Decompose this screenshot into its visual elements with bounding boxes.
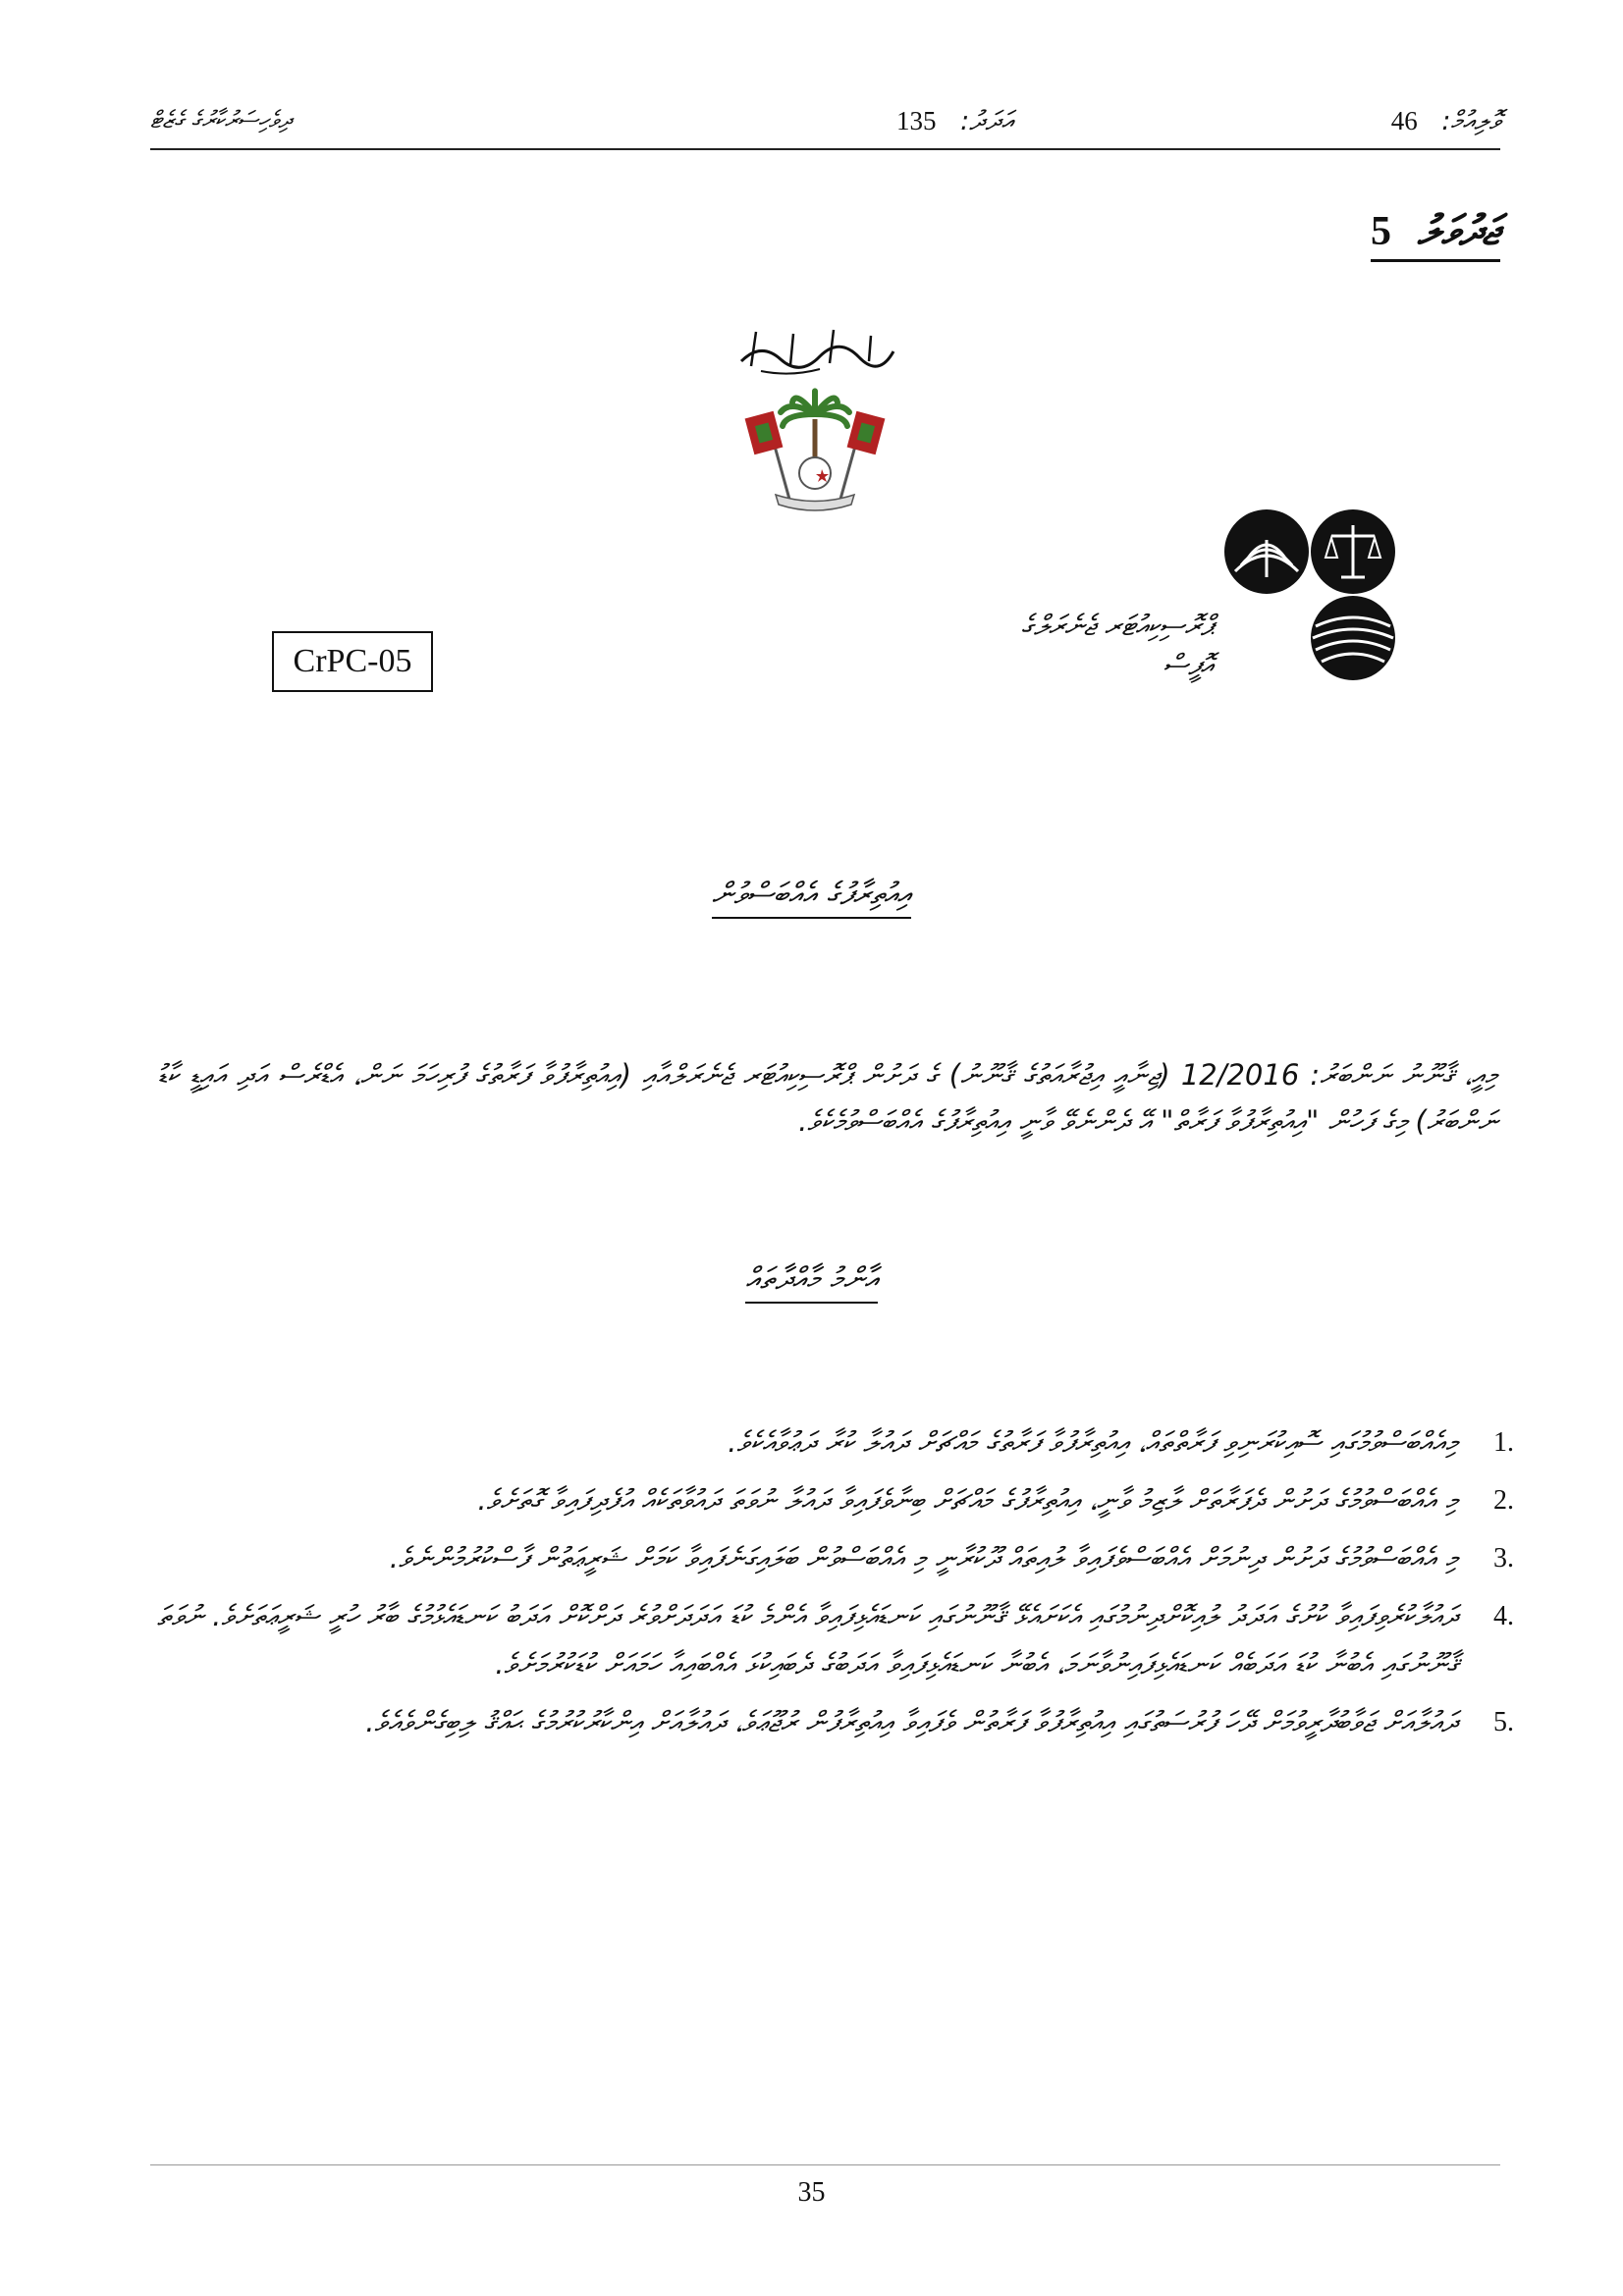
clause-item [157,1698,1514,1746]
issue-number: 135 [896,106,937,135]
form-code-box: CrPC-05 [272,631,433,692]
clause-text: މި އެއްބަސްވުމުގެ ދަށުން ދެފަރާތަށް ލާޒިމު ވާނީ، އިއުތިރާފުގެ މައްޗަށް ބިނާވެފައިވާ ދައުލާ ނުވަތަ ދައުވާތަކެއް އުފެދިފައިވާ ގޮތަށެވެ. [477,1483,1458,1517]
attachment-label: ޖަދުވަލު [1417,206,1500,254]
bismillah-calligraphy [731,322,898,381]
clause-number: 1. [1493,1427,1514,1458]
clause-item [157,1476,1514,1524]
clause-list [157,1418,1514,1756]
header-divider [150,148,1500,150]
section-heading [0,1261,1623,1304]
page-number: 35 [797,2177,826,2208]
section-heading-text: އާންމު މާއްދާތައް [745,1261,877,1304]
clause-number: 2. [1493,1485,1514,1516]
clause-item [157,1592,1514,1688]
clause-item [157,1418,1514,1467]
clause-text: މިއެއްބަސްވުމުގައި ސޮއިކުރަނިވި ފަރާތްތައް، އިއުތިރާފުވާ ފަރާތުގެ މައްޗަށް ދައުލާ ކުރާ ދަޢުވާއެކެވެ. [728,1425,1458,1459]
clause-number: 5. [1493,1707,1514,1737]
clause-number: 3. [1493,1543,1514,1574]
clause-text: ދައުލާއަށް ޖަވާބުދާރީވުމަށް ދޭހަ ފުރުސަތުގައި އިއުތިރާފުވާ ފަރާތުން ވެފައިވާ އިއުތިރާފުން ރުޖޫޢަވެ، ދައުލާއަށް އިންކާރުކުރުމުގެ ޙައްޤު ލިބިގެންވެއެވެ. [365,1705,1458,1738]
volume-number: 46 [1390,106,1418,135]
document-title [0,877,1623,919]
prosecutor-general-office-name: ޕްރޮސިކިއުޓަރ ޖެނެރަލްގެ އޮފީސް [1020,609,1213,681]
clause-text: މި އެއްބަސްވުމުގެ ދަށުން ދިނުމަށް އެއްބަސްވެފައިވާ ލުއިތައް ދޫކުރާނީ މި އެއްބަސްވުން ބަލައިގަނެފައިވާ ކަމަށް ޝަރީޢަތުން ފާސްކުރުމުންނެވެ. [389,1541,1458,1575]
intro-paragraph: މިއީ، ޤާނޫނު ނަންބަރު: 12/2016 (ޖިނާއީ އިޖުރާއަތުގެ ޤާނޫނު) ގެ ދަށުން ޕްރޮސިކިއުޓަރ ޖެނެރަލްއާއި (އިއުތިރާފުވާ ފަރާތުގެ ފުރިހަމަ ނަން، އެޑްރެސް އަދި އައިޑީ ކާޑު ނަންބަރު) މިގެ ފަހުން "އިއުތިރާފުވާ ފަރާތް" އޭ ދެންނެވޭ ވާނީ އިއުތިރާފުގެ އެއްބަސްވުމެކެވެ. [157,1058,1497,1138]
prosecutor-general-logo-icon [1217,501,1404,697]
clause-item [157,1534,1514,1582]
volume-info [1391,106,1500,137]
attachment-heading [1371,206,1500,262]
gazette-header [150,106,1500,141]
volume-label: ވޮލިއުމް: [1441,106,1500,136]
document-title-text: އިއުތިރާފުގެ އެއްބަސްވުން [712,877,911,919]
attachment-number: 5 [1370,209,1391,254]
footer-divider [150,2164,1500,2165]
issue-label: އަދަދު: [960,106,1014,136]
gazette-name: ދިވެހިސަރުކާރުގެ ގެޒެޓް [150,106,292,133]
state-emblem-icon [722,385,908,517]
clause-number: 4. [1493,1601,1514,1631]
clause-text: ދައުލާކުރެވިފައިވާ ކުށުގެ އަދަދު ލުއިކޮށްދިނުމުގައި އެކަށައެޅޭ ޤާނޫނުގައި ކަނޑައެޅިފައިވާ އެންމެ ކުޑަ އަދަދަށްވުރެ ދަށްކޮށް އަދަބު ކަނޑައެޅުމުގެ ބާރު ހުރީ ޝަރީޢަތަށެވެ. ނުވަތަ ޤާނޫނުގައި އެބުނާ ކުޑަ އަދަބެއް ކަނޑައެޅިފައިނުވާނަމަ، އެބުނާ ކަނޑައެޅިފައިވާ އަދަބުގެ ދެބައިކުޅަ އެއްބައިއާ ހަމައަށް ކުޑަކުރުމަށެވެ. [157,1599,1458,1681]
issue-info [896,106,1013,137]
